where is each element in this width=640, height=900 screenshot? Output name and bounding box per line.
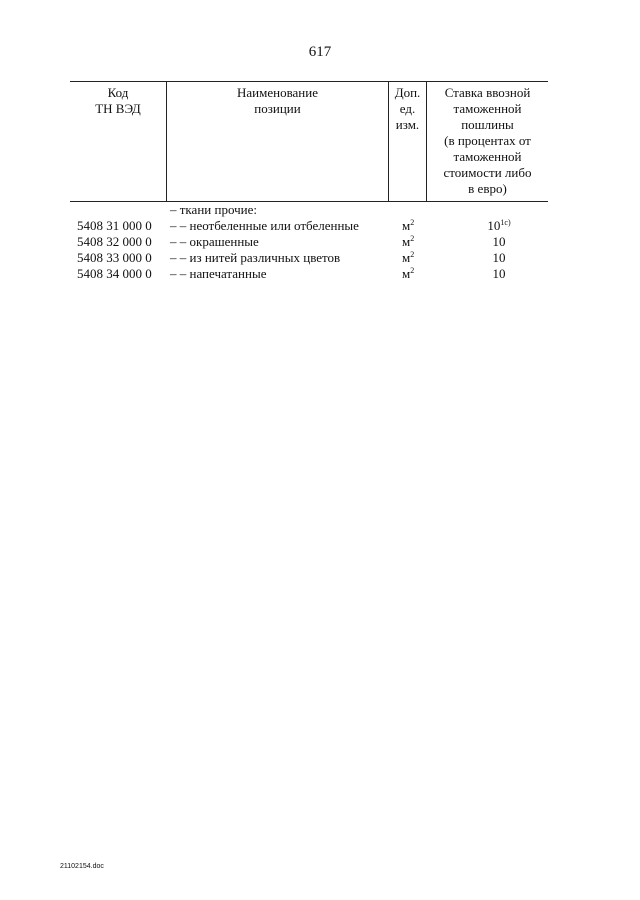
row-name: – – окрашенные [170,234,259,249]
table-row [70,250,548,266]
header-name: Наименование позиции [237,85,318,116]
header-rate: Ставка ввозной таможенной пошлины (в процентах от таможенной стоимости либо в евро) [443,85,532,196]
row-rate: 10 [492,250,506,265]
row-unit: $м^2$ [402,266,415,281]
page-number: 617 [308,44,332,60]
table-row [70,218,548,234]
row-code: 5408 33 000 0 [77,250,152,265]
header-unit: Доп. ед. изм. [394,85,421,132]
table-row [70,234,548,250]
row-code: 5408 31 000 0 [77,218,152,233]
row-code: 5408 32 000 0 [77,234,152,249]
file-name: 21102154.doc [60,863,104,870]
row-unit: $м^2$ [402,234,415,249]
table-row [70,266,548,282]
group-row [70,202,548,218]
row-unit: $м^2$ [402,218,415,233]
row-name: – – напечатанные [170,266,267,281]
row-code: 5408 34 000 0 [77,266,152,281]
row-name: – – из нитей различных цветов [170,250,341,265]
group-label: – ткани прочие: [170,202,257,217]
row-rate: $10^{1с)}$ [487,218,511,233]
row-name: – – неотбеленные или отбеленные [170,218,359,233]
row-rate: 10 [492,266,506,281]
row-rate: 10 [492,234,506,249]
table-header [70,81,548,202]
row-unit: $м^2$ [402,250,415,265]
header-code: Код ТН ВЭД [95,85,141,116]
